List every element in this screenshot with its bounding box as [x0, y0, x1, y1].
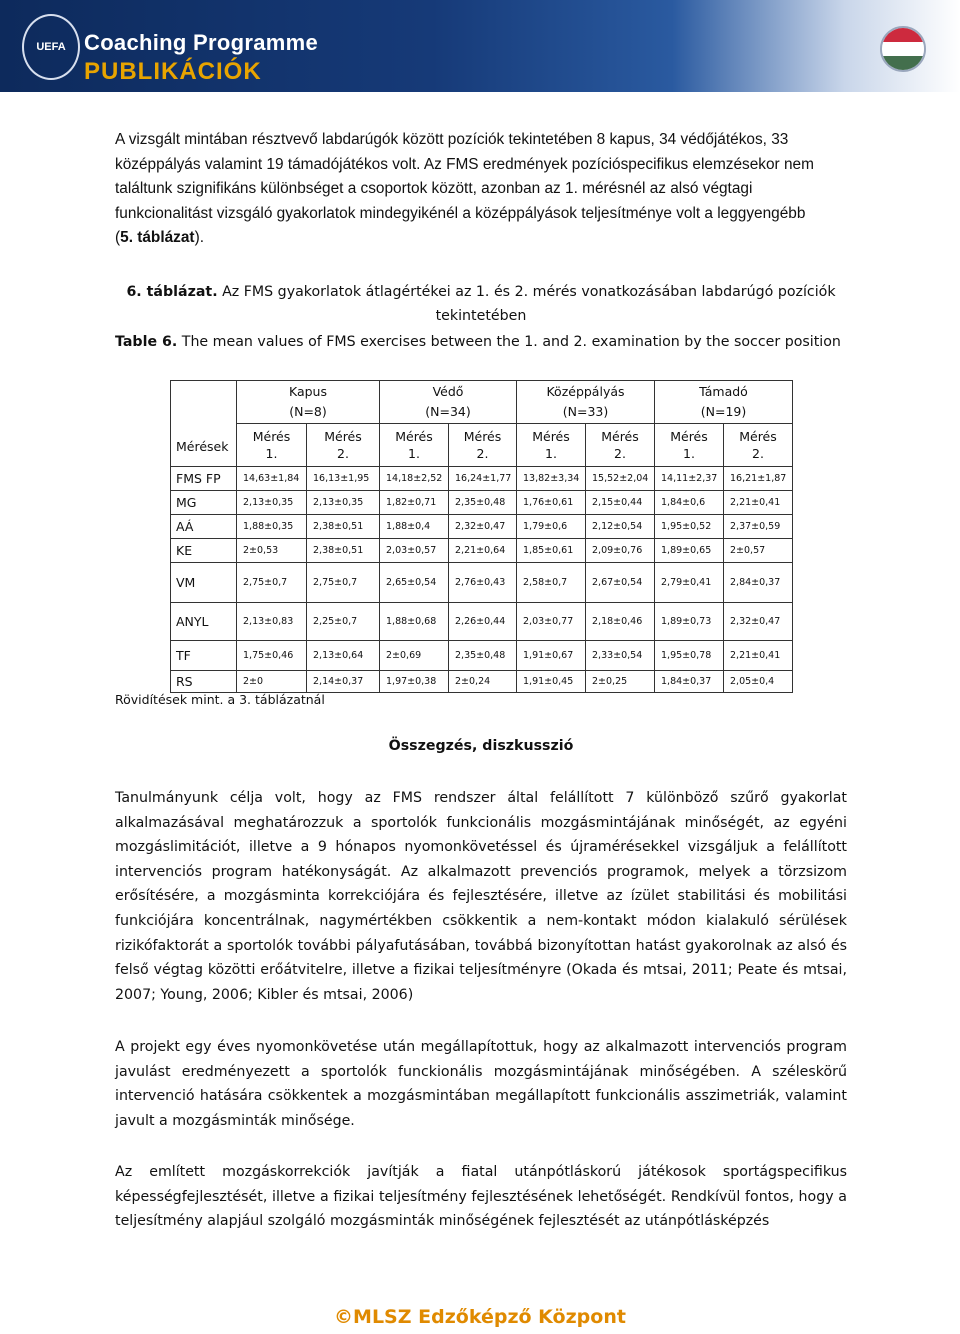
paren-open: ( — [115, 229, 121, 246]
table-cell: 2,03±0,77 — [517, 603, 586, 641]
group-header: Támadó (N=19) — [655, 381, 793, 424]
table-cell: 2,65±0,54 — [380, 563, 449, 603]
table-cell: 1,95±0,78 — [655, 641, 724, 671]
table-cell: 2,32±0,47 — [449, 515, 517, 539]
table-cell: 1,91±0,45 — [517, 671, 586, 693]
table-cell: 2,33±0,54 — [586, 641, 655, 671]
table-cell: 2,58±0,7 — [517, 563, 586, 603]
table-cell: 1,76±0,61 — [517, 491, 586, 515]
caption-line: tekintetében — [435, 308, 527, 324]
paren-close: ). — [194, 229, 204, 246]
section-title: PUBLIKÁCIÓK — [84, 58, 262, 85]
table-cell: 1,75±0,46 — [237, 641, 307, 671]
table-row — [171, 539, 793, 563]
fms-table — [170, 380, 793, 693]
flag-stripe-red — [882, 28, 924, 42]
sub-header: Mérés 2. — [307, 424, 380, 467]
sub-header: Mérés 1. — [380, 424, 449, 467]
table-body — [171, 467, 793, 693]
intro-line: középpályás valamint 19 támadójátékos volt. Az FMS eredmények pozícióspecifikus elemzésekor nem — [115, 155, 814, 173]
sub-header: Mérés 2. — [586, 424, 655, 467]
caption-text-en: The mean values of FMS exercises between the 1. and 2. examination by the soccer position — [177, 334, 841, 350]
sub-header: Mérés 2. — [449, 424, 517, 467]
row-label: TF — [171, 641, 237, 671]
table-cell: 1,91±0,67 — [517, 641, 586, 671]
table-cell: 2±0,25 — [586, 671, 655, 693]
table-reference: 5. táblázat — [120, 229, 195, 246]
table-cell: 14,18±2,52 — [380, 467, 449, 491]
table-cell: 2,12±0,54 — [586, 515, 655, 539]
brand-title: Coaching Programme — [84, 30, 319, 55]
table-group-header — [171, 381, 793, 424]
table-cell: 1,88±0,68 — [380, 603, 449, 641]
caption-number-en: Table 6. — [115, 334, 178, 350]
intro-line — [115, 226, 847, 251]
table-caption-en — [115, 330, 847, 354]
table-row — [171, 603, 793, 641]
sub-header: Mérés 1. — [237, 424, 307, 467]
table-cell: 2,25±0,7 — [307, 603, 380, 641]
uefa-logo: UEFA — [22, 14, 80, 80]
table-cell: 1,85±0,61 — [517, 539, 586, 563]
flag-stripe-white — [882, 42, 924, 56]
hungarian-flag-logo — [880, 26, 926, 72]
table-row — [171, 671, 793, 693]
table-cell: 16,24±1,77 — [449, 467, 517, 491]
table-cell: 2,13±0,64 — [307, 641, 380, 671]
table-row — [171, 491, 793, 515]
table-row — [171, 563, 793, 603]
paragraph-2: A projekt egy éves nyomonkövetése után megállapítottuk, hogy az alkalmazott intervenciós program javulást eredményezett a sportolók funckionális mozgásmintájának minőségében. A széleskörű intervenció hatására csökkentek a mozgásmintában megállapított funkcionális asszimetriák, valamint javult a mozgásminták minősége. — [115, 1039, 847, 1129]
table-cell: 13,82±3,34 — [517, 467, 586, 491]
table-cell: 2,38±0,51 — [307, 539, 380, 563]
table-cell: 2,26±0,44 — [449, 603, 517, 641]
table-row — [171, 515, 793, 539]
table-cell: 14,11±2,37 — [655, 467, 724, 491]
table-cell: 2,15±0,44 — [586, 491, 655, 515]
table-cell: 2,13±0,35 — [307, 491, 380, 515]
table-cell: 2,32±0,47 — [724, 603, 793, 641]
table-cell: 2,21±0,41 — [724, 641, 793, 671]
table-cell: 2,35±0,48 — [449, 641, 517, 671]
table-sub-header — [171, 424, 793, 467]
row-header-cell: Mérések — [171, 381, 237, 467]
table-cell: 16,21±1,87 — [724, 467, 793, 491]
table-cell: 2,13±0,35 — [237, 491, 307, 515]
table-cell: 2,13±0,83 — [237, 603, 307, 641]
group-header: Védő (N=34) — [380, 381, 517, 424]
row-label: VM — [171, 563, 237, 603]
table-cell: 2±0,69 — [380, 641, 449, 671]
table-cell: 1,89±0,73 — [655, 603, 724, 641]
table-cell: 2,38±0,51 — [307, 515, 380, 539]
table-cell: 2,75±0,7 — [307, 563, 380, 603]
intro-paragraph — [115, 128, 847, 251]
intro-line: funkcionalitást vizsgáló gyakorlatok mindegyikénél a középpályások teljesítménye volt a leggyengébb — [115, 204, 806, 222]
table-cell: 1,79±0,6 — [517, 515, 586, 539]
table-cell: 1,84±0,6 — [655, 491, 724, 515]
table-cell: 2,84±0,37 — [724, 563, 793, 603]
caption-text: Az FMS gyakorlatok átlagértékei az 1. és 2. mérés vonatkozásában labdarúgó pozíciók — [217, 284, 836, 300]
table-caption-hu — [115, 280, 847, 328]
table-note: Rövidítések mint. a 3. táblázatnál — [115, 692, 325, 707]
intro-line: találtunk szignifikáns különbséget a csoportok között, azonban az 1. mérésnél az alsó végtagi — [115, 180, 753, 197]
table-cell: 2,21±0,64 — [449, 539, 517, 563]
caption-number: 6. táblázat. — [126, 284, 218, 300]
row-label: AÁ — [171, 515, 237, 539]
table-cell: 1,82±0,71 — [380, 491, 449, 515]
table-cell: 2,37±0,59 — [724, 515, 793, 539]
table-cell: 2,75±0,7 — [237, 563, 307, 603]
table-cell: 1,97±0,38 — [380, 671, 449, 693]
table-cell: 2±0,53 — [237, 539, 307, 563]
table-cell: 2,67±0,54 — [586, 563, 655, 603]
table-cell: 1,88±0,4 — [380, 515, 449, 539]
flag-stripe-green — [882, 56, 924, 70]
table-cell: 1,95±0,52 — [655, 515, 724, 539]
table-cell: 16,13±1,95 — [307, 467, 380, 491]
row-label: KE — [171, 539, 237, 563]
row-label: FMS FP — [171, 467, 237, 491]
table-cell: 2,18±0,46 — [586, 603, 655, 641]
group-header: Középpályás (N=33) — [517, 381, 655, 424]
sub-header: Mérés 1. — [517, 424, 586, 467]
table-cell: 2,21±0,41 — [724, 491, 793, 515]
row-label: RS — [171, 671, 237, 693]
table-cell: 2±0 — [237, 671, 307, 693]
group-header: Kapus (N=8) — [237, 381, 380, 424]
header-banner — [0, 0, 960, 92]
table-cell: 2,35±0,48 — [449, 491, 517, 515]
table-cell: 2,05±0,4 — [724, 671, 793, 693]
table-cell: 2±0,57 — [724, 539, 793, 563]
caption-line — [115, 280, 847, 304]
intro-line: A vizsgált mintában résztvevő labdarúgók között pozíciók tekintetében 8 kapus, 34 védőjátékos, 33 — [115, 131, 789, 148]
table-cell: 2,76±0,43 — [449, 563, 517, 603]
table-cell: 2,79±0,41 — [655, 563, 724, 603]
table-row — [171, 467, 793, 491]
row-label: ANYL — [171, 603, 237, 641]
footer-copyright: ©MLSZ Edzőképző Központ — [334, 1306, 626, 1328]
table-cell: 2,03±0,57 — [380, 539, 449, 563]
section-heading: Összegzés, diszkusszió — [388, 738, 574, 754]
table-cell: 14,63±1,84 — [237, 467, 307, 491]
sub-header: Mérés 2. — [724, 424, 793, 467]
table-cell: 2±0,24 — [449, 671, 517, 693]
table-cell: 2,14±0,37 — [307, 671, 380, 693]
paragraph-3: Az említett mozgáskorrekciók javítják a fiatal utánpótláskorú játékosok sportágspecifikus képességfejlesztését, illetve a fizikai teljesítmény fejlesztésének lehetőségét. Rendkívül fontos, hogy a teljesítmény alapjául szolgáló mozgásminták minőségének fejlesztését az utánpótlásképzés — [115, 1164, 847, 1230]
table-cell: 1,84±0,37 — [655, 671, 724, 693]
table-cell: 1,89±0,65 — [655, 539, 724, 563]
table-cell: 2,09±0,76 — [586, 539, 655, 563]
table-row — [171, 641, 793, 671]
row-label: MG — [171, 491, 237, 515]
sub-header: Mérés 1. — [655, 424, 724, 467]
paragraph-1: Tanulmányunk célja volt, hogy az FMS rendszer által felállított 7 különböző szűrő gyakorlat alkalmazásával meghatározzuk a sportolók funkcionális mozgásmintájának minőségét, az egyéni mozgáslimitációt, illetve a 9 hónapos nyomonkövetéssel és újramérésekkel vizsgáljuk a felállított intervenciós program hatékonyságát. Az alkalmazott prevenciós programok, melyek a törzsizom erősítésére, a mozgásminta korrekciójára és fejlesztésére, illetve az ízület stabilitási és mobilitási funkciójára koncentrálnak, nagymértékben csökkentik a nem-kontakt módon kialakuló sérülések rizikófaktorát a sportolók további pályafutásában, továbbá bizonyítottan hatást gyakorolnak az alsó és felső végtag közötti erőátvitelre, illetve a fizikai teljesítményre (Okada és mtsai, 2011; Peate és mtsai, 2007; Young, 2006; Kibler és mtsai, 2006) — [115, 790, 847, 1003]
table-cell: 1,88±0,35 — [237, 515, 307, 539]
table-cell: 15,52±2,04 — [586, 467, 655, 491]
